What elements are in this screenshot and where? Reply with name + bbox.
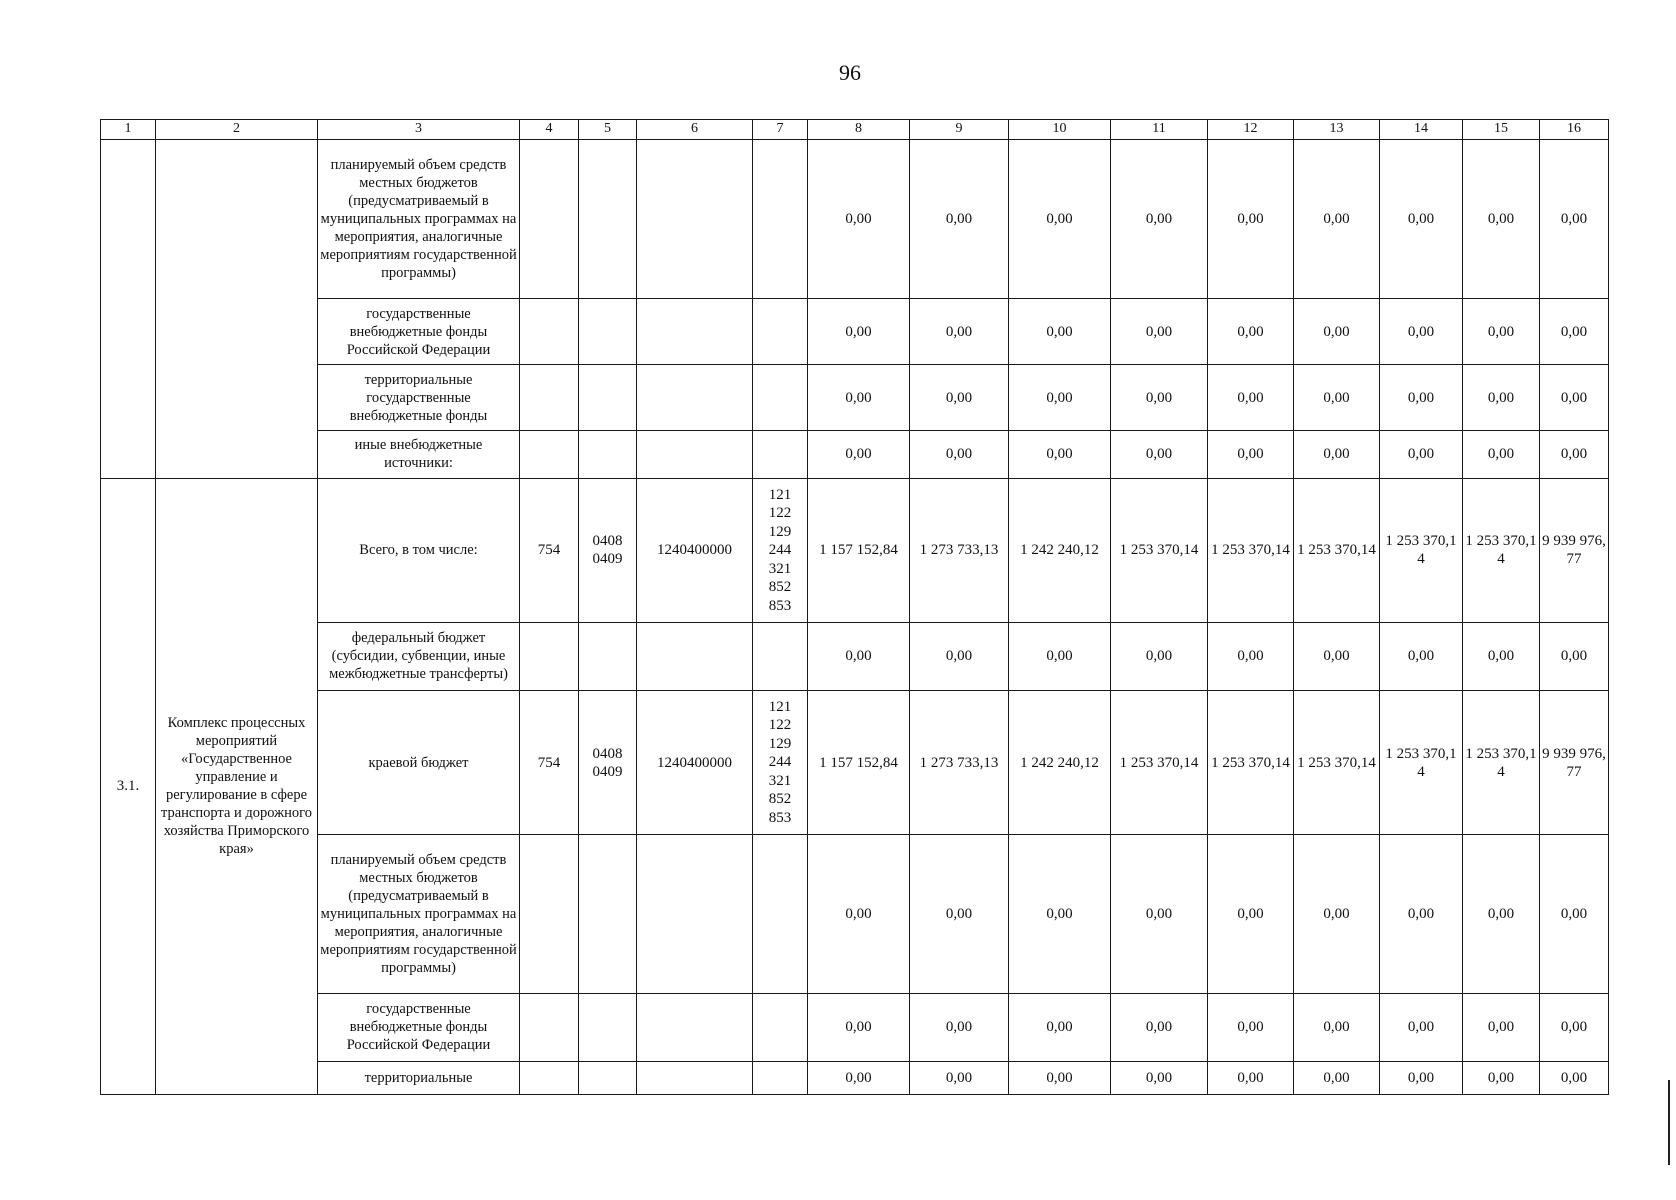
code-vr: 121 122 129 244 321 852 853 xyxy=(753,478,808,622)
column-number: 1 xyxy=(101,120,156,140)
value-cell: 0,00 xyxy=(1380,365,1463,431)
value-cell: 0,00 xyxy=(910,299,1009,365)
value-cell: 0,00 xyxy=(1463,431,1540,478)
value-cell: 0,00 xyxy=(1009,139,1111,299)
value-cell: 1 253 370,14 xyxy=(1294,478,1380,622)
code-grbs xyxy=(520,139,579,299)
value-cell: 0,00 xyxy=(1009,835,1111,994)
value-cell: 0,00 xyxy=(910,993,1009,1061)
column-number: 13 xyxy=(1294,120,1380,140)
value-cell: 0,00 xyxy=(1540,1061,1609,1094)
code-vr: 121 122 129 244 321 852 853 xyxy=(753,690,808,834)
value-cell: 1 253 370,14 xyxy=(1208,690,1294,834)
column-number: 14 xyxy=(1380,120,1463,140)
code-vr xyxy=(753,299,808,365)
value-cell: 0,00 xyxy=(1463,365,1540,431)
value-cell: 0,00 xyxy=(1540,431,1609,478)
value-cell: 0,00 xyxy=(1009,299,1111,365)
table-row xyxy=(101,835,1609,994)
source-label: краевой бюджет xyxy=(318,690,520,834)
code-vr xyxy=(753,993,808,1061)
value-cell: 0,00 xyxy=(1208,1061,1294,1094)
table-row xyxy=(101,139,1609,299)
code-vr xyxy=(753,139,808,299)
code-csr xyxy=(637,299,753,365)
value-cell: 0,00 xyxy=(910,139,1009,299)
value-cell: 0,00 xyxy=(1294,139,1380,299)
budget-table xyxy=(100,119,1609,1095)
code-csr: 1240400000 xyxy=(637,478,753,622)
value-cell: 0,00 xyxy=(1294,299,1380,365)
code-csr xyxy=(637,431,753,478)
code-grbs xyxy=(520,365,579,431)
column-number: 5 xyxy=(579,120,637,140)
source-label: территориальные государственные внебюджетные фонды xyxy=(318,365,520,431)
column-number: 10 xyxy=(1009,120,1111,140)
source-label: государственные внебюджетные фонды Российской Федерации xyxy=(318,299,520,365)
code-csr: 1240400000 xyxy=(637,690,753,834)
value-cell: 0,00 xyxy=(1111,993,1208,1061)
value-cell: 1 242 240,12 xyxy=(1009,478,1111,622)
code-grbs xyxy=(520,993,579,1061)
source-label: планируемый объем средств местных бюджетов (предусматриваемый в муниципальных программах на мероприятия, аналогичные мероприятиям государственной программы) xyxy=(318,835,520,994)
code-grbs xyxy=(520,299,579,365)
value-cell: 1 253 370,14 xyxy=(1463,478,1540,622)
value-cell: 0,00 xyxy=(910,1061,1009,1094)
table-row xyxy=(101,622,1609,690)
value-cell: 0,00 xyxy=(1009,993,1111,1061)
source-label: государственные внебюджетные фонды Российской Федерации xyxy=(318,993,520,1061)
value-cell: 0,00 xyxy=(1540,299,1609,365)
code-rzpr xyxy=(579,299,637,365)
value-cell: 0,00 xyxy=(1208,993,1294,1061)
value-cell: 0,00 xyxy=(808,835,910,994)
code-csr xyxy=(637,622,753,690)
value-cell: 0,00 xyxy=(1380,835,1463,994)
value-cell: 0,00 xyxy=(808,431,910,478)
code-grbs: 754 xyxy=(520,690,579,834)
value-cell: 1 253 370,14 xyxy=(1380,478,1463,622)
value-cell: 0,00 xyxy=(1380,1061,1463,1094)
value-cell: 0,00 xyxy=(1540,365,1609,431)
value-cell: 0,00 xyxy=(1540,993,1609,1061)
table-row xyxy=(101,690,1609,834)
value-cell: 0,00 xyxy=(1208,139,1294,299)
value-cell: 0,00 xyxy=(1380,299,1463,365)
value-cell: 0,00 xyxy=(1294,365,1380,431)
code-csr xyxy=(637,365,753,431)
code-rzpr xyxy=(579,139,637,299)
value-cell: 1 273 733,13 xyxy=(910,478,1009,622)
value-cell: 0,00 xyxy=(808,139,910,299)
value-cell: 0,00 xyxy=(1380,993,1463,1061)
value-cell: 0,00 xyxy=(1294,1061,1380,1094)
value-cell: 1 253 370,14 xyxy=(1380,690,1463,834)
source-label: Всего, в том числе: xyxy=(318,478,520,622)
value-cell: 1 253 370,14 xyxy=(1111,690,1208,834)
value-cell: 0,00 xyxy=(808,622,910,690)
code-rzpr xyxy=(579,835,637,994)
column-number: 11 xyxy=(1111,120,1208,140)
measure-name-cell xyxy=(156,139,318,478)
table-row xyxy=(101,365,1609,431)
value-cell: 9 939 976,77 xyxy=(1540,478,1609,622)
value-cell: 0,00 xyxy=(1111,1061,1208,1094)
value-cell: 1 253 370,14 xyxy=(1111,478,1208,622)
row-number-cell xyxy=(101,139,156,478)
column-number: 8 xyxy=(808,120,910,140)
table-row xyxy=(101,1061,1609,1094)
code-csr xyxy=(637,139,753,299)
value-cell: 0,00 xyxy=(1463,299,1540,365)
code-rzpr: 0408 0409 xyxy=(579,690,637,834)
value-cell: 0,00 xyxy=(1294,993,1380,1061)
value-cell: 9 939 976,77 xyxy=(1540,690,1609,834)
value-cell: 0,00 xyxy=(910,365,1009,431)
value-cell: 1 253 370,14 xyxy=(1208,478,1294,622)
value-cell: 0,00 xyxy=(1111,622,1208,690)
value-cell: 0,00 xyxy=(1294,431,1380,478)
scan-edge-mark xyxy=(1668,1080,1670,1165)
value-cell: 0,00 xyxy=(1111,431,1208,478)
value-cell: 0,00 xyxy=(1009,622,1111,690)
value-cell: 0,00 xyxy=(1294,835,1380,994)
value-cell: 0,00 xyxy=(1540,835,1609,994)
table-row xyxy=(101,299,1609,365)
code-csr xyxy=(637,993,753,1061)
value-cell: 0,00 xyxy=(1380,139,1463,299)
value-cell: 0,00 xyxy=(1111,835,1208,994)
table-row xyxy=(101,993,1609,1061)
code-vr xyxy=(753,835,808,994)
value-cell: 0,00 xyxy=(1463,1061,1540,1094)
table-row xyxy=(101,431,1609,478)
code-vr xyxy=(753,622,808,690)
value-cell: 0,00 xyxy=(1540,622,1609,690)
column-number: 15 xyxy=(1463,120,1540,140)
value-cell: 1 273 733,13 xyxy=(910,690,1009,834)
code-csr xyxy=(637,835,753,994)
value-cell: 1 253 370,14 xyxy=(1294,690,1380,834)
value-cell: 1 242 240,12 xyxy=(1009,690,1111,834)
measure-name-cell: Комплекс процессных мероприятий «Государственное управление и регулирование в сфере транспорта и дорожного хозяйства Приморского края» xyxy=(156,478,318,1094)
column-number: 6 xyxy=(637,120,753,140)
column-number: 12 xyxy=(1208,120,1294,140)
value-cell: 0,00 xyxy=(1463,835,1540,994)
code-grbs: 754 xyxy=(520,478,579,622)
source-label: иные внебюджетные источники: xyxy=(318,431,520,478)
value-cell: 0,00 xyxy=(1009,1061,1111,1094)
value-cell: 0,00 xyxy=(910,622,1009,690)
code-rzpr xyxy=(579,622,637,690)
value-cell: 0,00 xyxy=(808,299,910,365)
column-number: 3 xyxy=(318,120,520,140)
value-cell: 0,00 xyxy=(1294,622,1380,690)
value-cell: 0,00 xyxy=(1463,622,1540,690)
code-rzpr xyxy=(579,365,637,431)
value-cell: 0,00 xyxy=(808,993,910,1061)
code-vr xyxy=(753,365,808,431)
value-cell: 0,00 xyxy=(1540,139,1609,299)
value-cell: 1 157 152,84 xyxy=(808,478,910,622)
column-number: 9 xyxy=(910,120,1009,140)
source-label: планируемый объем средств местных бюджетов (предусматриваемый в муниципальных программах на мероприятия, аналогичные мероприятиям государственной программы) xyxy=(318,139,520,299)
code-grbs xyxy=(520,622,579,690)
value-cell: 0,00 xyxy=(910,431,1009,478)
value-cell: 1 157 152,84 xyxy=(808,690,910,834)
value-cell: 0,00 xyxy=(1208,365,1294,431)
value-cell: 0,00 xyxy=(808,1061,910,1094)
value-cell: 0,00 xyxy=(808,365,910,431)
value-cell: 0,00 xyxy=(1463,139,1540,299)
value-cell: 0,00 xyxy=(1208,299,1294,365)
page-number: 96 xyxy=(839,60,861,85)
code-vr xyxy=(753,1061,808,1094)
column-number: 7 xyxy=(753,120,808,140)
value-cell: 0,00 xyxy=(1111,365,1208,431)
value-cell: 0,00 xyxy=(910,835,1009,994)
code-grbs xyxy=(520,1061,579,1094)
code-rzpr xyxy=(579,1061,637,1094)
value-cell: 0,00 xyxy=(1208,622,1294,690)
value-cell: 0,00 xyxy=(1009,431,1111,478)
column-number: 2 xyxy=(156,120,318,140)
code-grbs xyxy=(520,431,579,478)
value-cell: 0,00 xyxy=(1380,622,1463,690)
value-cell: 0,00 xyxy=(1111,139,1208,299)
value-cell: 0,00 xyxy=(1208,835,1294,994)
code-rzpr xyxy=(579,993,637,1061)
value-cell: 1 253 370,14 xyxy=(1463,690,1540,834)
table-row xyxy=(101,478,1609,622)
source-label: территориальные xyxy=(318,1061,520,1094)
value-cell: 0,00 xyxy=(1380,431,1463,478)
code-rzpr xyxy=(579,431,637,478)
value-cell: 0,00 xyxy=(1009,365,1111,431)
column-number: 16 xyxy=(1540,120,1609,140)
code-grbs xyxy=(520,835,579,994)
code-rzpr: 0408 0409 xyxy=(579,478,637,622)
code-csr xyxy=(637,1061,753,1094)
value-cell: 0,00 xyxy=(1463,993,1540,1061)
column-number: 4 xyxy=(520,120,579,140)
value-cell: 0,00 xyxy=(1111,299,1208,365)
value-cell: 0,00 xyxy=(1208,431,1294,478)
source-label: федеральный бюджет (субсидии, субвенции, иные межбюджетные трансферты) xyxy=(318,622,520,690)
code-vr xyxy=(753,431,808,478)
row-number-cell: 3.1. xyxy=(101,478,156,1094)
column-number-row xyxy=(101,120,1609,140)
